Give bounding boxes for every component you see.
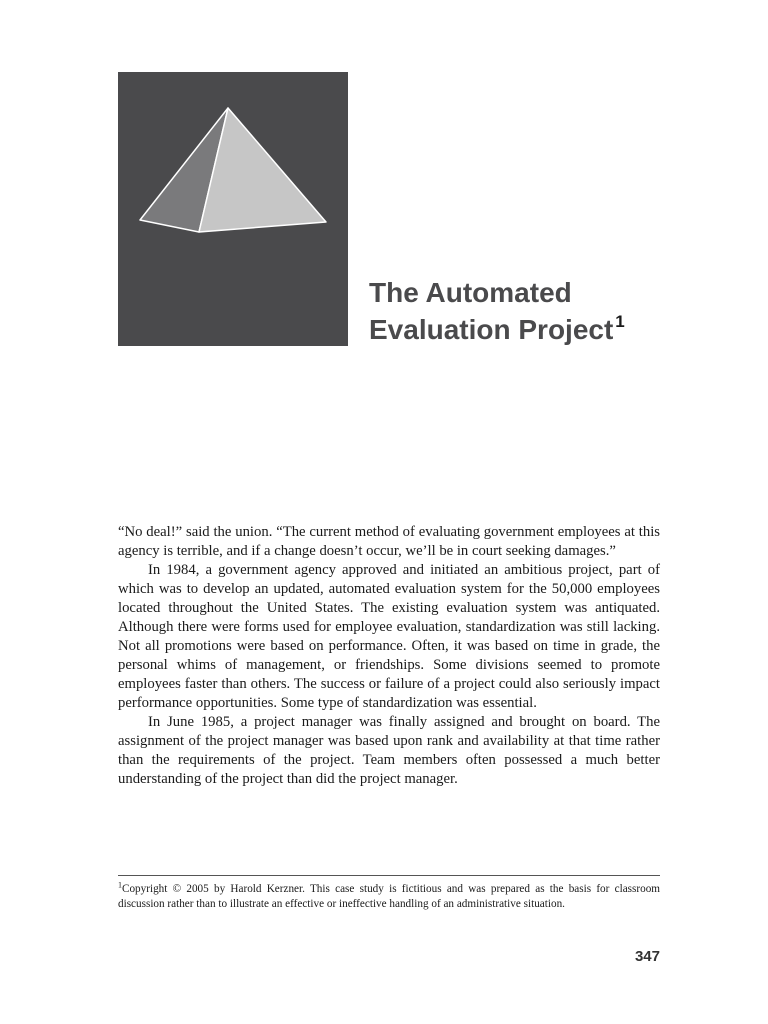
chapter-title-line-2-text: Evaluation Project [369, 314, 614, 345]
footnote [118, 882, 660, 912]
paragraph-1: “No deal!” said the union. “The current method of evaluating government employees at this agency is terrible, and if a change doesn’t occur, we’ll be in court seeking damages.” [118, 524, 660, 559]
pyramid-icon [118, 72, 348, 346]
chapter-title-line-2 [369, 311, 729, 348]
pyramid-graphic [118, 72, 348, 346]
footnote-divider [118, 875, 660, 876]
chapter-title-line-1: The Automated [369, 277, 572, 308]
page-number: 347 [634, 948, 660, 965]
paragraph-2: In 1984, a government agency approved and initiated an ambitious project, part of which was to develop an updated, automated evaluation system for the 50,000 employees located throughout the United States. The existing evaluation system was antiquated. Although there were forms used for employee evaluation, standardization was still lacking. Not all promotions were based on performance. Often, it was based on time in grade, the personal whims of management, or friendships. Some divisions seemed to promote employees faster than others. The success or failure of a project could also seriously impact performance opportunities. Some type of standardization was essential. [118, 562, 660, 711]
footnote-text: Copyright © 2005 by Harold Kerzner. This case study is fictitious and was prepared as the basis for classroom discussion rather than to illustrate an effective or ineffective handling of an administrative situation. [118, 883, 660, 910]
chapter-title [369, 274, 729, 348]
body-text [118, 523, 660, 789]
paragraph-3: In June 1985, a project manager was finally assigned and brought on board. The assignment of the project manager was based upon rank and availability at that time rather than the requirements of the project. Team members often possessed a much better understanding of the project than did the project manager. [118, 714, 660, 787]
footnote-marker: 1 [118, 880, 122, 890]
title-footnote-marker: 1 [615, 311, 625, 331]
